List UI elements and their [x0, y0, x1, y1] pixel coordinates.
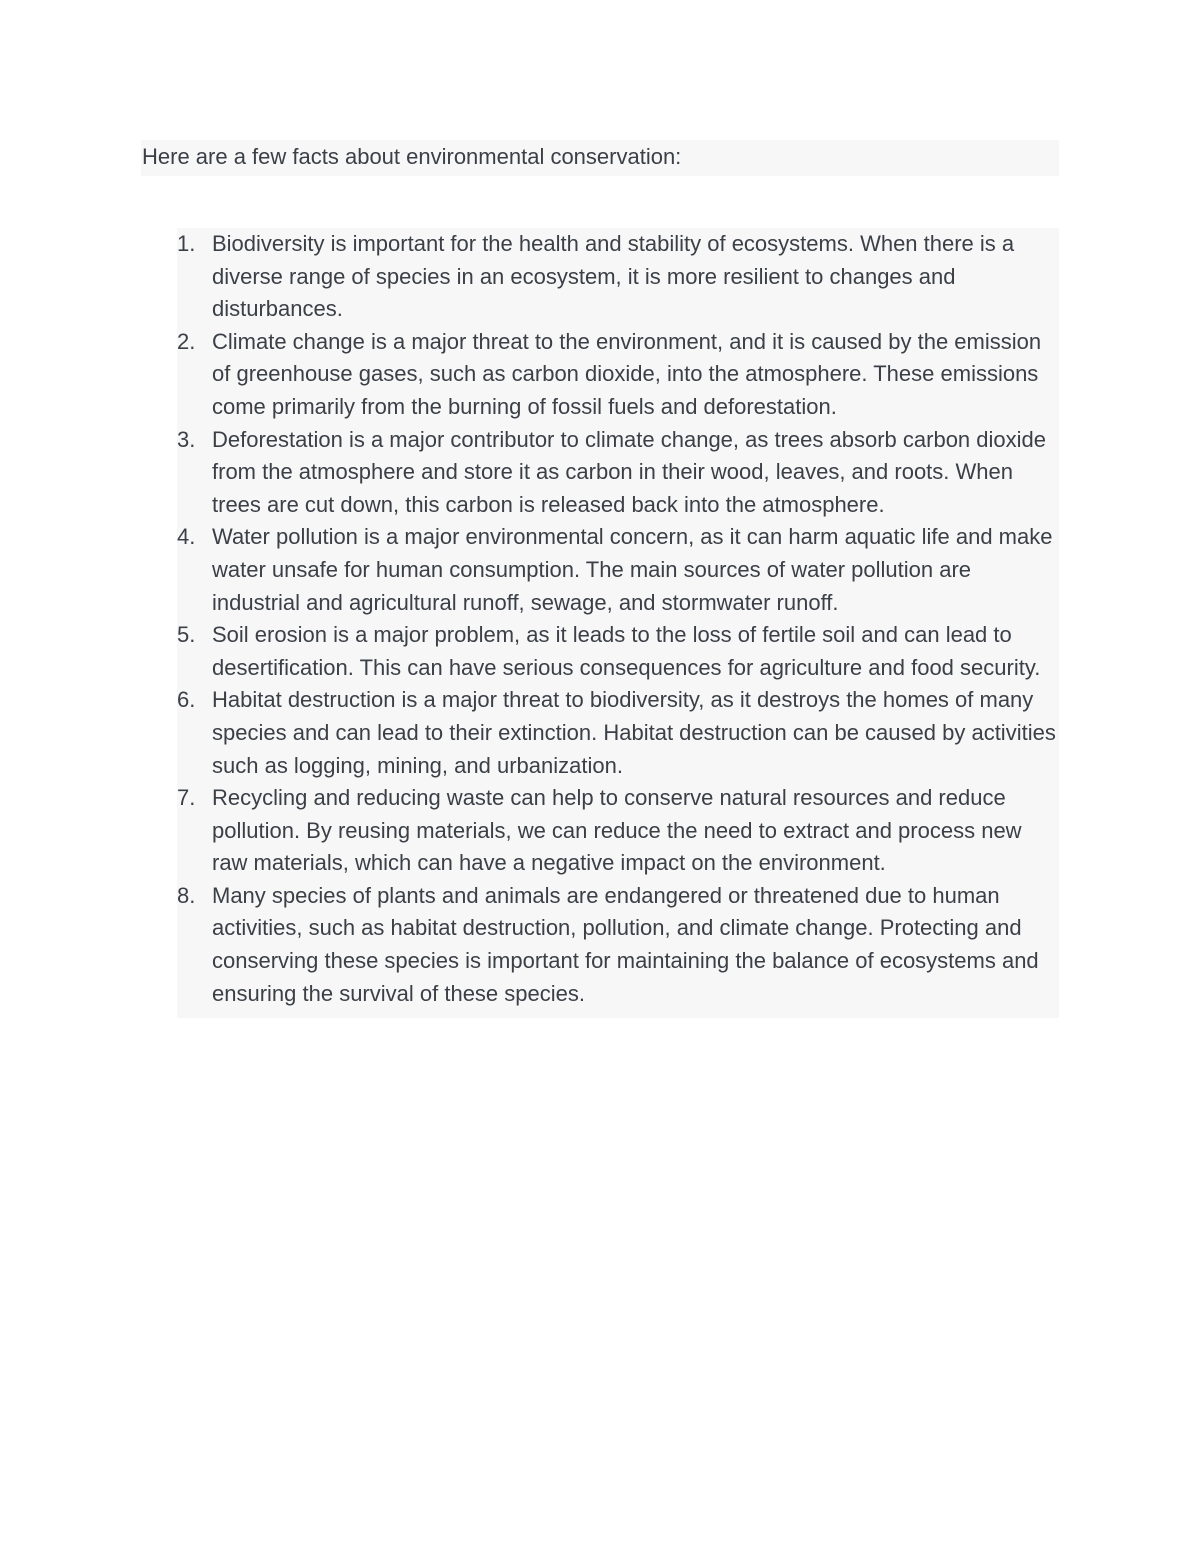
- intro-text: Here are a few facts about environmental conservation:: [141, 140, 1059, 176]
- list-item: [177, 521, 1059, 619]
- list-item-number: 4.: [177, 524, 196, 550]
- list-item-number: 6.: [177, 687, 196, 713]
- list-item: [177, 424, 1059, 522]
- list-item-text: Habitat destruction is a major threat to biodiversity, as it destroys the homes of many species and can lead to their extinction. Habitat destruction can be caused by activities such as logging, mining, and urbanization.: [212, 687, 1056, 778]
- list-item-number: 1.: [177, 231, 196, 256]
- list-item-number: 2.: [177, 328, 196, 354]
- list-item-text: Recycling and reducing waste can help to conserve natural resources and reduce pollution. By reusing materials, we can reduce the need to extract and process new raw materials, which can have a negative impact on the environment.: [212, 785, 1022, 876]
- list-item-text: Deforestation is a major contributor to climate change, as trees absorb carbon dioxide from the atmosphere and store it as carbon in their wood, leaves, and roots. When trees are cut down, this carbon is released back into the atmosphere.: [212, 426, 1046, 517]
- list-item-text: Biodiversity is important for the health and stability of ecosystems. When there is a diverse range of species in an ecosystem, it is more resilient to changes and disturbances.: [212, 231, 1015, 322]
- list-item-number: 7.: [177, 785, 196, 811]
- list-item: [177, 619, 1059, 684]
- list-item: [177, 880, 1059, 1010]
- list-item-text: Climate change is a major threat to the environment, and it is caused by the emission of greenhouse gases, such as carbon dioxide, into the atmosphere. These emissions come primarily from the burning of fossil fuels and deforestation.: [212, 328, 1042, 419]
- list-item: [177, 228, 1059, 326]
- list-item: [177, 326, 1059, 424]
- list-item-text: Soil erosion is a major problem, as it leads to the loss of fertile soil and can lead to desertification. This can have serious consequences for agriculture and food security.: [212, 622, 1041, 680]
- list-item-number: 5.: [177, 622, 196, 648]
- list-item: [177, 782, 1059, 880]
- list-item-number: 8.: [177, 882, 196, 908]
- list-item-number: 3.: [177, 426, 196, 452]
- list-item-text: Water pollution is a major environmental concern, as it can harm aquatic life and make water unsafe for human consumption. The main sources of water pollution are industrial and agricultural runoff, sewage, and stormwater runoff.: [212, 524, 1053, 615]
- list-item: [177, 684, 1059, 782]
- list-item-text: Many species of plants and animals are endangered or threatened due to human activities, such as habitat destruction, pollution, and climate change. Protecting and conserving these species is important for maintaining the balance of ecosystems and ensuring the survival of these species.: [212, 882, 1039, 1006]
- facts-list: [177, 228, 1059, 1018]
